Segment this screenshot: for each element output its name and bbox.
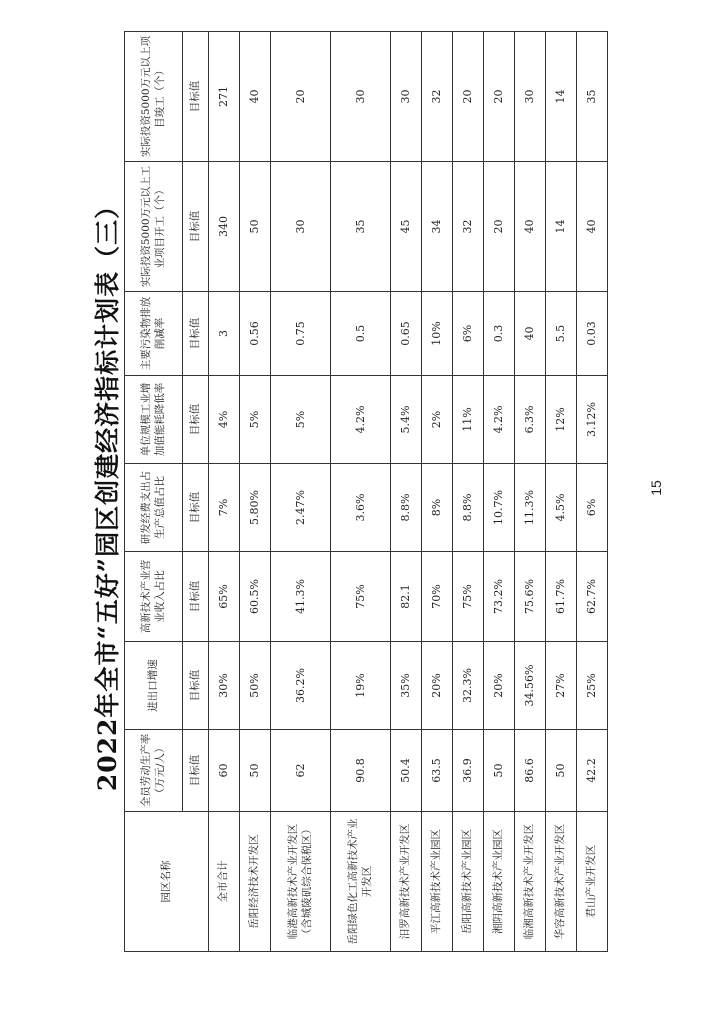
cell-import-export: 35% [391,642,422,730]
cell-energy: 11% [453,376,484,464]
cell-all-projects: 40 [240,32,271,162]
cell-all-projects: 32 [422,32,453,162]
header-import-export-growth: 进出口增速 [125,642,183,730]
cell-rd: 8.8% [453,464,484,552]
table-row [484,32,515,952]
cell-rd: 8.8% [391,464,422,552]
table-row [453,32,484,952]
cell-rd: 6% [577,464,608,552]
cell-import-export: 36.2% [271,642,331,730]
table-row [209,32,240,952]
cell-rd: 11.3% [515,464,546,552]
cell-industrial-projects: 50 [240,162,271,292]
cell-energy: 4.2% [331,376,391,464]
cell-all-projects: 271 [209,32,240,162]
cell-energy: 5% [271,376,331,464]
cell-labor: 62 [271,730,331,812]
cell-pollutant: 0.56 [240,292,271,376]
header-row [125,32,183,952]
cell-energy: 5% [240,376,271,464]
table-row [422,32,453,952]
subheader-target: 目标值 [183,730,209,812]
row-park-name: 湘阴高新技术产业园区 [484,812,515,952]
cell-labor: 36.9 [453,730,484,812]
cell-hightech: 62.7% [577,552,608,642]
cell-import-export: 20% [422,642,453,730]
row-park-name: 平江高新技术产业园区 [422,812,453,952]
cell-import-export: 50% [240,642,271,730]
cell-industrial-projects: 40 [515,162,546,292]
cell-energy: 6.3% [515,376,546,464]
header-hightech-revenue-share: 高新技术产业营业收入占比 [125,552,183,642]
header-pollutant-reduction: 主要污染物排放削减率 [125,292,183,376]
table-row [577,32,608,952]
page-title: 2022年全市“五好”园区创建经济指标计划表（三） [93,192,122,792]
subheader-target: 目标值 [183,552,209,642]
header-labor-productivity: 全员劳动生产率（万元/人） [125,730,183,812]
indicator-table [124,31,608,952]
row-park-name: 全市合计 [209,812,240,952]
cell-labor: 50 [484,730,515,812]
cell-all-projects: 20 [271,32,331,162]
subheader-target: 目标值 [183,292,209,376]
table-row [331,32,391,952]
cell-industrial-projects: 45 [391,162,422,292]
cell-energy: 4.2% [484,376,515,464]
cell-pollutant: 6% [453,292,484,376]
cell-energy: 2% [422,376,453,464]
cell-import-export: 20% [484,642,515,730]
cell-rd: 7% [209,464,240,552]
table-row [515,32,546,952]
row-park-name: 临湘高新技术产业开发区 [515,812,546,952]
cell-energy: 4% [209,376,240,464]
cell-import-export: 34.56% [515,642,546,730]
cell-labor: 50.4 [391,730,422,812]
cell-import-export: 30% [209,642,240,730]
cell-hightech: 41.3% [271,552,331,642]
cell-all-projects: 30 [391,32,422,162]
cell-labor: 86.6 [515,730,546,812]
cell-hightech: 60.5% [240,552,271,642]
header-energy-reduction: 单位规模工业增加值能耗降低率 [125,376,183,464]
cell-industrial-projects: 20 [484,162,515,292]
cell-import-export: 32.3% [453,642,484,730]
table-row [240,32,271,952]
table-row [546,32,577,952]
cell-pollutant: 0.5 [331,292,391,376]
cell-rd: 3.6% [331,464,391,552]
cell-rd: 5.80% [240,464,271,552]
cell-labor: 42.2 [577,730,608,812]
cell-import-export: 19% [331,642,391,730]
cell-pollutant: 0.03 [577,292,608,376]
page-number: 15 [647,480,664,496]
row-park-name: 岳阳高新技术产业园区 [453,812,484,952]
cell-industrial-projects: 40 [577,162,608,292]
cell-rd: 10.7% [484,464,515,552]
header-industrial-projects: 实际投资5000万元以上工业项目开工（个） [125,162,183,292]
cell-hightech: 75% [331,552,391,642]
cell-hightech: 73.2% [484,552,515,642]
cell-industrial-projects: 35 [331,162,391,292]
cell-rd: 2.47% [271,464,331,552]
subheader-target: 目标值 [183,376,209,464]
cell-energy: 5.4% [391,376,422,464]
cell-import-export: 27% [546,642,577,730]
row-park-name: 岳阳经济技术开发区 [240,812,271,952]
cell-hightech: 65% [209,552,240,642]
cell-rd: 8% [422,464,453,552]
rotated-page-content [80,32,640,952]
header-all-projects: 实际投资5000万元以上项目竣工（个） [125,32,183,162]
table-row [271,32,331,952]
row-park-name: 君山产业开发区 [577,812,608,952]
cell-labor: 50 [240,730,271,812]
cell-all-projects: 20 [453,32,484,162]
cell-energy: 3.12% [577,376,608,464]
cell-labor: 50 [546,730,577,812]
header-park-name: 园区名称 [125,812,209,952]
cell-industrial-projects: 14 [546,162,577,292]
cell-industrial-projects: 30 [271,162,331,292]
cell-all-projects: 35 [577,32,608,162]
subheader-target: 目标值 [183,464,209,552]
cell-all-projects: 20 [484,32,515,162]
cell-pollutant: 5.5 [546,292,577,376]
cell-pollutant: 10% [422,292,453,376]
cell-all-projects: 30 [331,32,391,162]
table-row [391,32,422,952]
cell-pollutant: 40 [515,292,546,376]
cell-industrial-projects: 340 [209,162,240,292]
cell-hightech: 61.7% [546,552,577,642]
subheader-target: 目标值 [183,162,209,292]
cell-industrial-projects: 34 [422,162,453,292]
cell-hightech: 70% [422,552,453,642]
cell-pollutant: 0.3 [484,292,515,376]
cell-industrial-projects: 32 [453,162,484,292]
cell-all-projects: 14 [546,32,577,162]
header-rd-expense-share: 研发经费支出占生产总值占比 [125,464,183,552]
cell-hightech: 82.1 [391,552,422,642]
cell-pollutant: 0.75 [271,292,331,376]
cell-hightech: 75% [453,552,484,642]
cell-labor: 60 [209,730,240,812]
row-park-name: 汨罗高新技术产业开发区 [391,812,422,952]
cell-all-projects: 30 [515,32,546,162]
row-park-name: 华容高新技术产业开发区 [546,812,577,952]
row-park-name: 岳阳绿色化工高新技术产业开发区 [331,812,391,952]
row-park-name: 临港高新技术产业开发区（含城陵矶综合保税区） [271,812,331,952]
cell-hightech: 75.6% [515,552,546,642]
cell-rd: 4.5% [546,464,577,552]
cell-labor: 90.8 [331,730,391,812]
cell-labor: 63.5 [422,730,453,812]
cell-pollutant: 0.65 [391,292,422,376]
cell-import-export: 25% [577,642,608,730]
cell-energy: 12% [546,376,577,464]
cell-pollutant: 3 [209,292,240,376]
subheader-target: 目标值 [183,642,209,730]
subheader-target: 目标值 [183,32,209,162]
